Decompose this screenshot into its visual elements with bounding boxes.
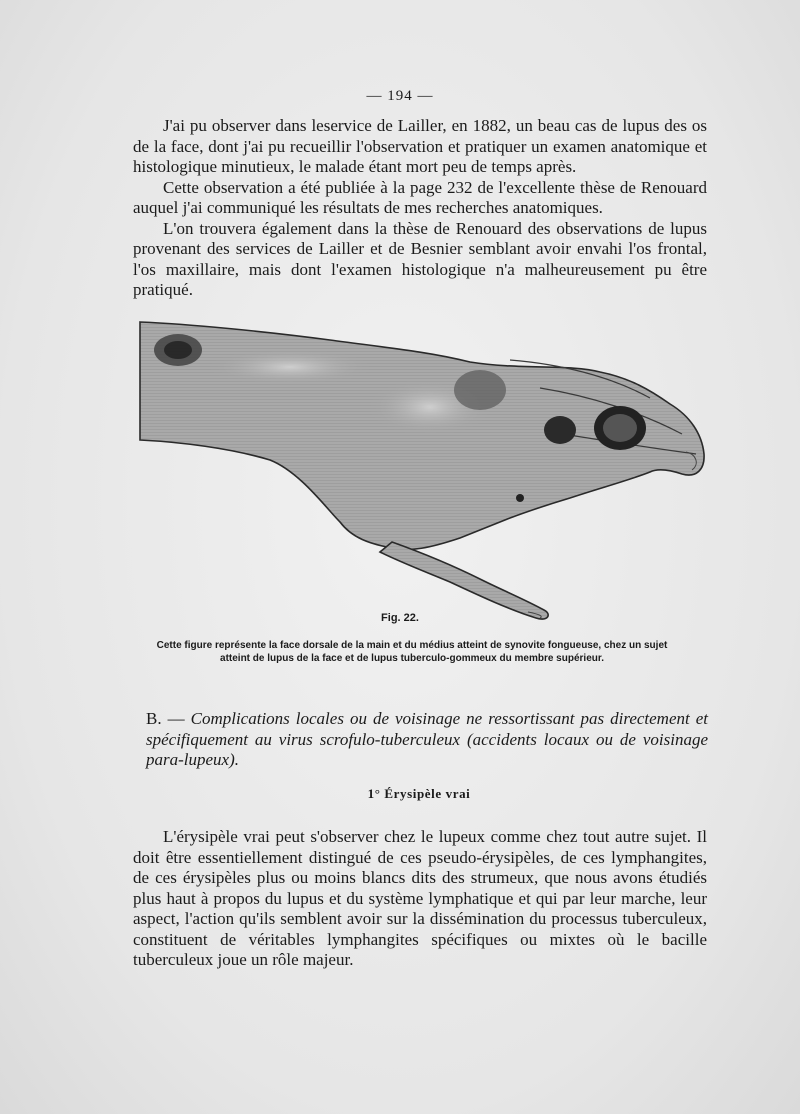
intro-text [133,116,707,301]
paragraph: L'érysipèle vrai peut s'observer chez le lupeux comme chez tout autre sujet. Il doit être essentiellement distingué de ces pseudo-érysipèles, de ces lymphangites, de ces érysipèles plus ou moins blancs dits des strumeux, que nous avons étudiés plus haut à propos du lupus et du système lymphatique et qui par leur marche, leur aspect, l'action qu'ils semblent avoir sur la dissémination du processus tuberculeux, constituent de véritables lymphangites spécifiques ou mixtes où le bacille tuberculeux joue un rôle majeur. [133,827,707,969]
outro-text [133,827,707,971]
subheading: 1° Érysipèle vrai [367,786,471,801]
section-b-title: Complications locales ou de voisinage ne ressortissant pas directement et spécifiquement au virus scrofulo-tuberculeux (accidents locaux ou de voisinage para-lupeux). [146,709,709,769]
paragraph: L'on trouvera également dans la thèse de Renouard des observations de lupus provenant des services de Lailler et de Besnier semblant avoir envahi l'os frontal, l'os maxillaire, mais dont l'examen histologique n'a malheureusement pu être pratiqué. [133,218,707,299]
paragraph: Cette observation a été publiée à la page 232 de l'excellente thèse de Renouard auquel j'ai communiqué les résultats de mes recherches anatomiques. [133,177,707,217]
figure-caption: Cette figure représente la face dorsale de la main et du médius atteint de synovite fongueuse, chez un sujet atteint de lupus de la face et de lupus tuberculo-gommeux du membre supérieur. [156,640,668,664]
page-number: — 194 — [366,88,434,104]
section-b-heading [146,709,708,771]
paragraph: J'ai pu observer dans leservice de Lailler, en 1882, un beau cas de lupus des os de la face, dont j'ai pu recueillir l'observation et pratiquer un examen anatomique et histologique minutieux, le malade étant mort peu de temps après. [133,116,707,176]
figure-label: Fig. 22. [381,612,419,624]
section-b-prefix: B. — [146,709,191,728]
hand-illustration [130,312,710,622]
finger-outline [380,542,548,619]
